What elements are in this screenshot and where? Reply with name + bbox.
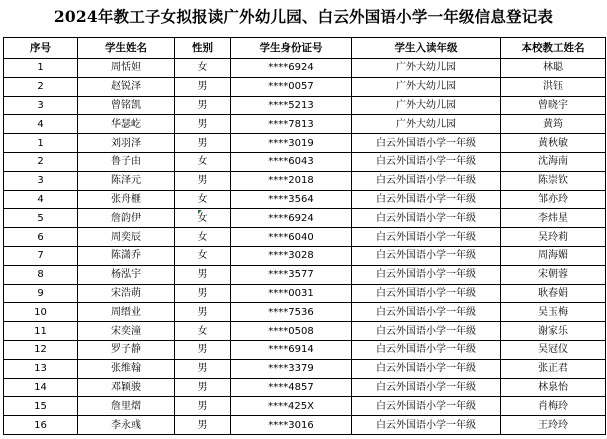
cell-student-name: 宋浩萌 [78,284,175,303]
cell-index: 6 [4,228,78,247]
cell-staff-name: 李炜星 [501,209,606,228]
table-row [4,134,606,153]
cell-id-number: ****4857 [231,378,352,397]
cell-grade: 白云外国语小学一年级 [352,284,501,303]
table-row [4,190,606,209]
cell-gender: 男 [175,284,231,303]
table-row [4,378,606,397]
cell-student-name: 陈潇乔 [78,246,175,265]
cell-gender: 男 [175,77,231,96]
cell-student-name: 宋奕潼 [78,322,175,341]
cell-staff-name: 林泉怡 [501,378,606,397]
cell-gender: 女 [175,228,231,247]
table-row [4,246,606,265]
cell-id-number: ****7813 [231,115,352,134]
table-row [4,284,606,303]
cell-student-name: 赵锐泽 [78,77,175,96]
cell-index: 5 [4,209,78,228]
cell-grade: 广外大幼儿园 [352,59,501,78]
table-row [4,228,606,247]
cell-grade: 白云外国语小学一年级 [352,190,501,209]
table-row [4,59,606,78]
cell-id-number: ****2018 [231,171,352,190]
table-row [4,209,606,228]
cell-id-number: ****0031 [231,284,352,303]
cell-student-name: 李永彧 [78,416,175,435]
table-row [4,171,606,190]
cell-grade: 广外大幼儿园 [352,77,501,96]
cell-student-name: 陈泽元 [78,171,175,190]
cell-index: 3 [4,171,78,190]
cell-index: 16 [4,416,78,435]
cell-gender: 男 [175,378,231,397]
cell-gender: 男 [175,416,231,435]
cell-gender: 男 [175,115,231,134]
cell-staff-name: 肖梅玲 [501,397,606,416]
cell-staff-name: 沈海南 [501,152,606,171]
cell-grade: 白云外国语小学一年级 [352,397,501,416]
cell-id-number: ****6924 [231,59,352,78]
cell-grade: 白云外国语小学一年级 [352,246,501,265]
cell-student-name: 杨泓宇 [78,265,175,284]
cell-student-name: 周奕辰 [78,228,175,247]
cell-grade: 白云外国语小学一年级 [352,134,501,153]
cell-grade: 白云外国语小学一年级 [352,265,501,284]
header-grade: 学生入读年级 [352,38,501,59]
cell-student-name: 詹里熠 [78,397,175,416]
cell-gender: 男 [175,171,231,190]
cell-index: 12 [4,340,78,359]
cell-staff-name: 陈崇钦 [501,171,606,190]
cell-staff-name: 周海媚 [501,246,606,265]
cell-grade: 白云外国语小学一年级 [352,171,501,190]
cell-staff-name: 王玲玲 [501,416,606,435]
cell-gender: 男 [175,96,231,115]
cell-index: 4 [4,190,78,209]
table-row [4,340,606,359]
cell-student-name: 周恬妲 [78,59,175,78]
page-title: 2024年教工子女拟报读广外幼儿园、白云外国语小学一年级信息登记表 [53,7,554,26]
table-body [4,59,606,435]
cell-index: 10 [4,303,78,322]
header-id-number: 学生身份证号 [231,38,352,59]
cell-staff-name: 黄秋敏 [501,134,606,153]
header-staff-name: 本校教工姓名 [501,38,606,59]
table-row [4,359,606,378]
cell-grade: 白云外国语小学一年级 [352,359,501,378]
cell-gender: 女 [175,59,231,78]
table-row [4,303,606,322]
cell-staff-name: 邹亦玲 [501,190,606,209]
cell-index: 4 [4,115,78,134]
cell-id-number: ****6924 [231,209,352,228]
cell-staff-name: 谢家乐 [501,322,606,341]
cell-gender: 女 [175,322,231,341]
cell-id-number: ****3019 [231,134,352,153]
cell-grade: 广外大幼儿园 [352,96,501,115]
cell-id-number: ****6914 [231,340,352,359]
cell-index: 1 [4,59,78,78]
cell-grade: 白云外国语小学一年级 [352,340,501,359]
table-row [4,265,606,284]
cell-index: 8 [4,265,78,284]
cell-student-name: 罗子静 [78,340,175,359]
cell-staff-name: 黄筠 [501,115,606,134]
cell-gender: 男 [175,265,231,284]
cell-gender: 女 [175,190,231,209]
registration-table [3,37,606,435]
cell-staff-name: 吴玲莉 [501,228,606,247]
table-row [4,322,606,341]
cell-student-name: 周缙业 [78,303,175,322]
cell-id-number: ****0057 [231,77,352,96]
cell-student-name: 曾铭凯 [78,96,175,115]
cell-index: 13 [4,359,78,378]
cell-student-name: 张维翰 [78,359,175,378]
cell-staff-name: 耿春娟 [501,284,606,303]
cell-student-name: 刘羽泽 [78,134,175,153]
cell-gender: 男 [175,340,231,359]
cell-grade: 白云外国语小学一年级 [352,152,501,171]
cell-grade: 白云外国语小学一年级 [352,209,501,228]
table-row [4,152,606,171]
header-gender: 性别 [175,38,231,59]
cell-student-name: 华瑟屹 [78,115,175,134]
cell-staff-name: 洪钰 [501,77,606,96]
cell-grade: 白云外国语小学一年级 [352,378,501,397]
cell-index: 11 [4,322,78,341]
cell-gender: 女 [175,246,231,265]
header-student-name: 学生姓名 [78,38,175,59]
cell-id-number: ****5213 [231,96,352,115]
cell-id-number: ****6043 [231,152,352,171]
cell-grade: 白云外国语小学一年级 [352,303,501,322]
cell-index: 9 [4,284,78,303]
cell-student-name: 邓颖骏 [78,378,175,397]
cell-student-name: 张舟榧 [78,190,175,209]
cell-gender: 男 [175,397,231,416]
table-row [4,416,606,435]
cell-staff-name: 曾晓宇 [501,96,606,115]
cell-grade: 白云外国语小学一年级 [352,416,501,435]
table-header-row [4,38,606,59]
cell-student-name: 鲁子由 [78,152,175,171]
cell-index: 2 [4,77,78,96]
table-row [4,115,606,134]
cell-grade: 广外大幼儿园 [352,115,501,134]
table-row [4,96,606,115]
cell-staff-name: 吴玉梅 [501,303,606,322]
cell-id-number: ****7536 [231,303,352,322]
cell-staff-name: 张正君 [501,359,606,378]
cell-index: 14 [4,378,78,397]
cell-index: 3 [4,96,78,115]
cell-student-name: 詹韵伊 [78,209,175,228]
cell-index: 7 [4,246,78,265]
cell-id-number: ****3564 [231,190,352,209]
cell-gender: 男 [175,303,231,322]
cell-id-number: ****6040 [231,228,352,247]
cell-gender: 男 [175,359,231,378]
cell-gender: 女 [175,152,231,171]
cell-gender: 男 [175,134,231,153]
cell-id-number: ****3016 [231,416,352,435]
cell-gender: 女 [175,209,231,228]
table-row [4,77,606,96]
cell-id-number: ****3577 [231,265,352,284]
table-row [4,397,606,416]
cell-id-number: ****0508 [231,322,352,341]
cell-id-number: ****425X [231,397,352,416]
cell-index: 15 [4,397,78,416]
cell-grade: 白云外国语小学一年级 [352,322,501,341]
cell-staff-name: 宋朝蓉 [501,265,606,284]
cell-staff-name: 林聪 [501,59,606,78]
cell-staff-name: 吴冠仪 [501,340,606,359]
cell-id-number: ****3028 [231,246,352,265]
header-index: 序号 [4,38,78,59]
cell-id-number: ****3379 [231,359,352,378]
cell-index: 2 [4,152,78,171]
cell-index: 1 [4,134,78,153]
cell-grade: 白云外国语小学一年级 [352,228,501,247]
cell-comment-marker [198,210,202,214]
